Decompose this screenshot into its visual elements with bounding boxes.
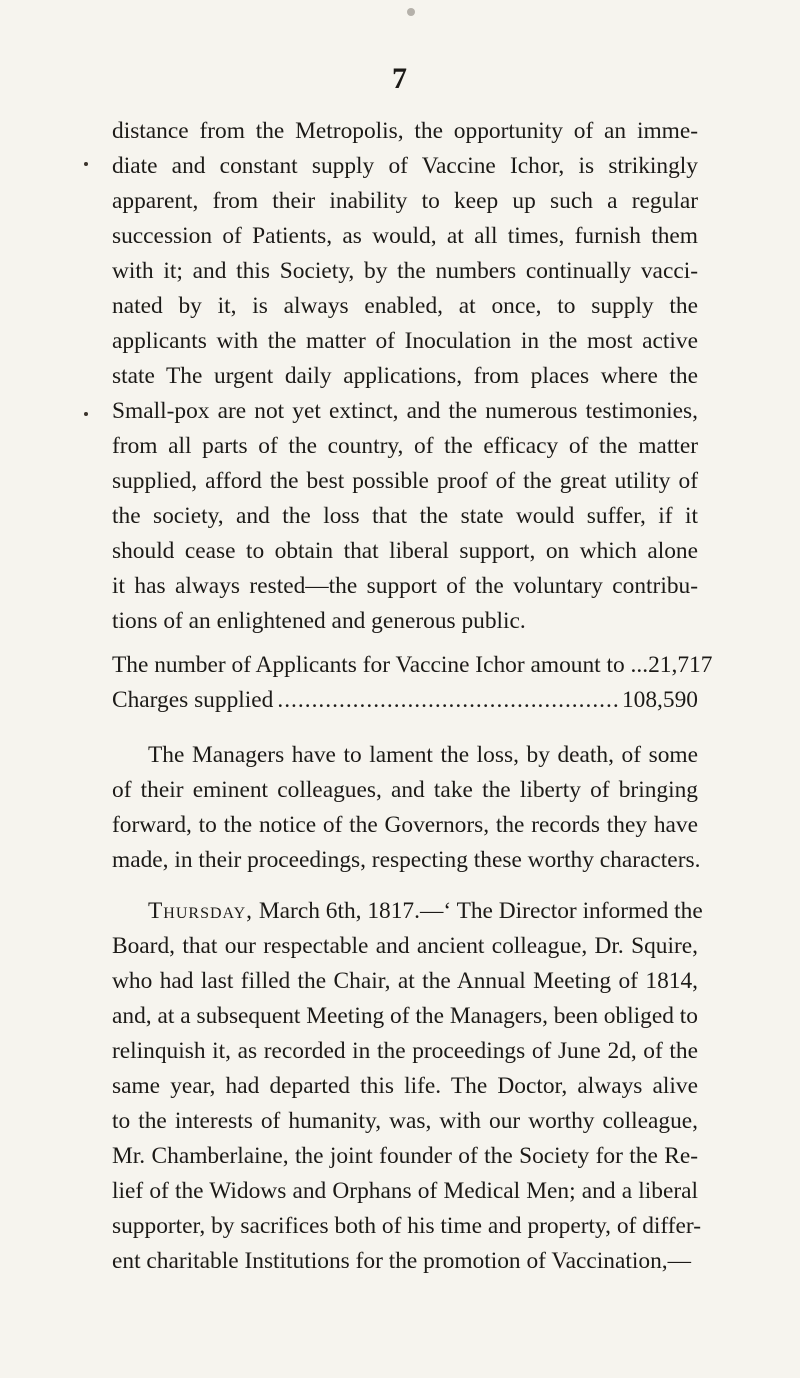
stat-value: 21,717 [648, 652, 713, 678]
text-line: it has always rested—the support of the voluntary contribu- [112, 573, 698, 599]
text-line: same year, had departed this life. The Doctor, always alive [112, 1073, 698, 1099]
stat-label: Charges supplied [112, 687, 274, 713]
text-line: with it; and this Society, by the numbers continually vacci- [112, 258, 698, 284]
text-line: lief of the Widows and Orphans of Medical Men; and a liberal [112, 1178, 698, 1204]
text-line: to the interests of humanity, was, with our worthy colleague, [112, 1108, 698, 1134]
text-line: state The urgent daily applications, from places where the [112, 363, 698, 389]
text-line: Small-pox are not yet extinct, and the numerous testimonies, [112, 398, 698, 424]
text-line: the society, and the loss that the state would suffer, if it [112, 503, 698, 529]
text-line: relinquish it, as recorded in the proceedings of June 2d, of the [112, 1038, 698, 1064]
leader-dots [277, 685, 618, 715]
stat-charges [112, 685, 698, 717]
text-line: succession of Patients, as would, at all times, furnish them [112, 223, 698, 249]
text-line: supplied, afford the best possible proof of the great utility of [112, 468, 698, 494]
text-line: apparent, from their inability to keep up such a regular [112, 188, 698, 214]
text-line: Mr. Chamberlaine, the joint founder of the Society for the Re- [112, 1143, 698, 1169]
text-line: applicants with the matter of Inoculation in the most active [112, 328, 698, 354]
text-line: distance from the Metropolis, the opportunity of an imme- [112, 118, 698, 144]
stat-label: The number of Applicants for Vaccine Ichor amount to ... [112, 652, 649, 678]
page-number: 7 [392, 62, 408, 95]
text-line: and, at a subsequent Meeting of the Managers, been obliged to [112, 1003, 698, 1029]
text-line: of their eminent colleagues, and take the liberty of bringing [112, 777, 698, 803]
ink-speck [407, 8, 415, 16]
stat-applicants [112, 650, 713, 682]
text-line: from all parts of the country, of the efficacy of the matter [112, 433, 698, 459]
text-line: who had last filled the Chair, at the Annual Meeting of 1814, [112, 968, 698, 994]
stat-value: 108,590 [621, 687, 698, 713]
text-line: should cease to obtain that liberal support, on which alone [112, 538, 698, 564]
text-line: The Managers have to lament the loss, by death, of some [148, 742, 698, 768]
ink-speck [84, 412, 88, 416]
text-line: Board, that our respectable and ancient colleague, Dr. Squire, [112, 933, 698, 959]
text-line-dated [148, 896, 703, 928]
text-line: tions of an enlightened and generous public. [112, 608, 526, 634]
date-day: Thursday, [148, 898, 254, 924]
text-line: nated by it, is always enabled, at once, to supply the [112, 293, 698, 319]
text-line: supporter, by sacrifices both of his time and property, of differ- [112, 1213, 702, 1239]
ink-speck [84, 162, 88, 166]
date-rest: March 6th, 1817.—‘ The Director informed the [253, 898, 703, 924]
text-line: forward, to the notice of the Governors, the records they have [112, 812, 698, 838]
text-line: ent charitable Institutions for the promotion of Vaccination,— [112, 1248, 691, 1274]
text-line: made, in their proceedings, respecting these worthy characters. [112, 847, 701, 873]
text-line: diate and constant supply of Vaccine Ichor, is strikingly [112, 153, 698, 179]
